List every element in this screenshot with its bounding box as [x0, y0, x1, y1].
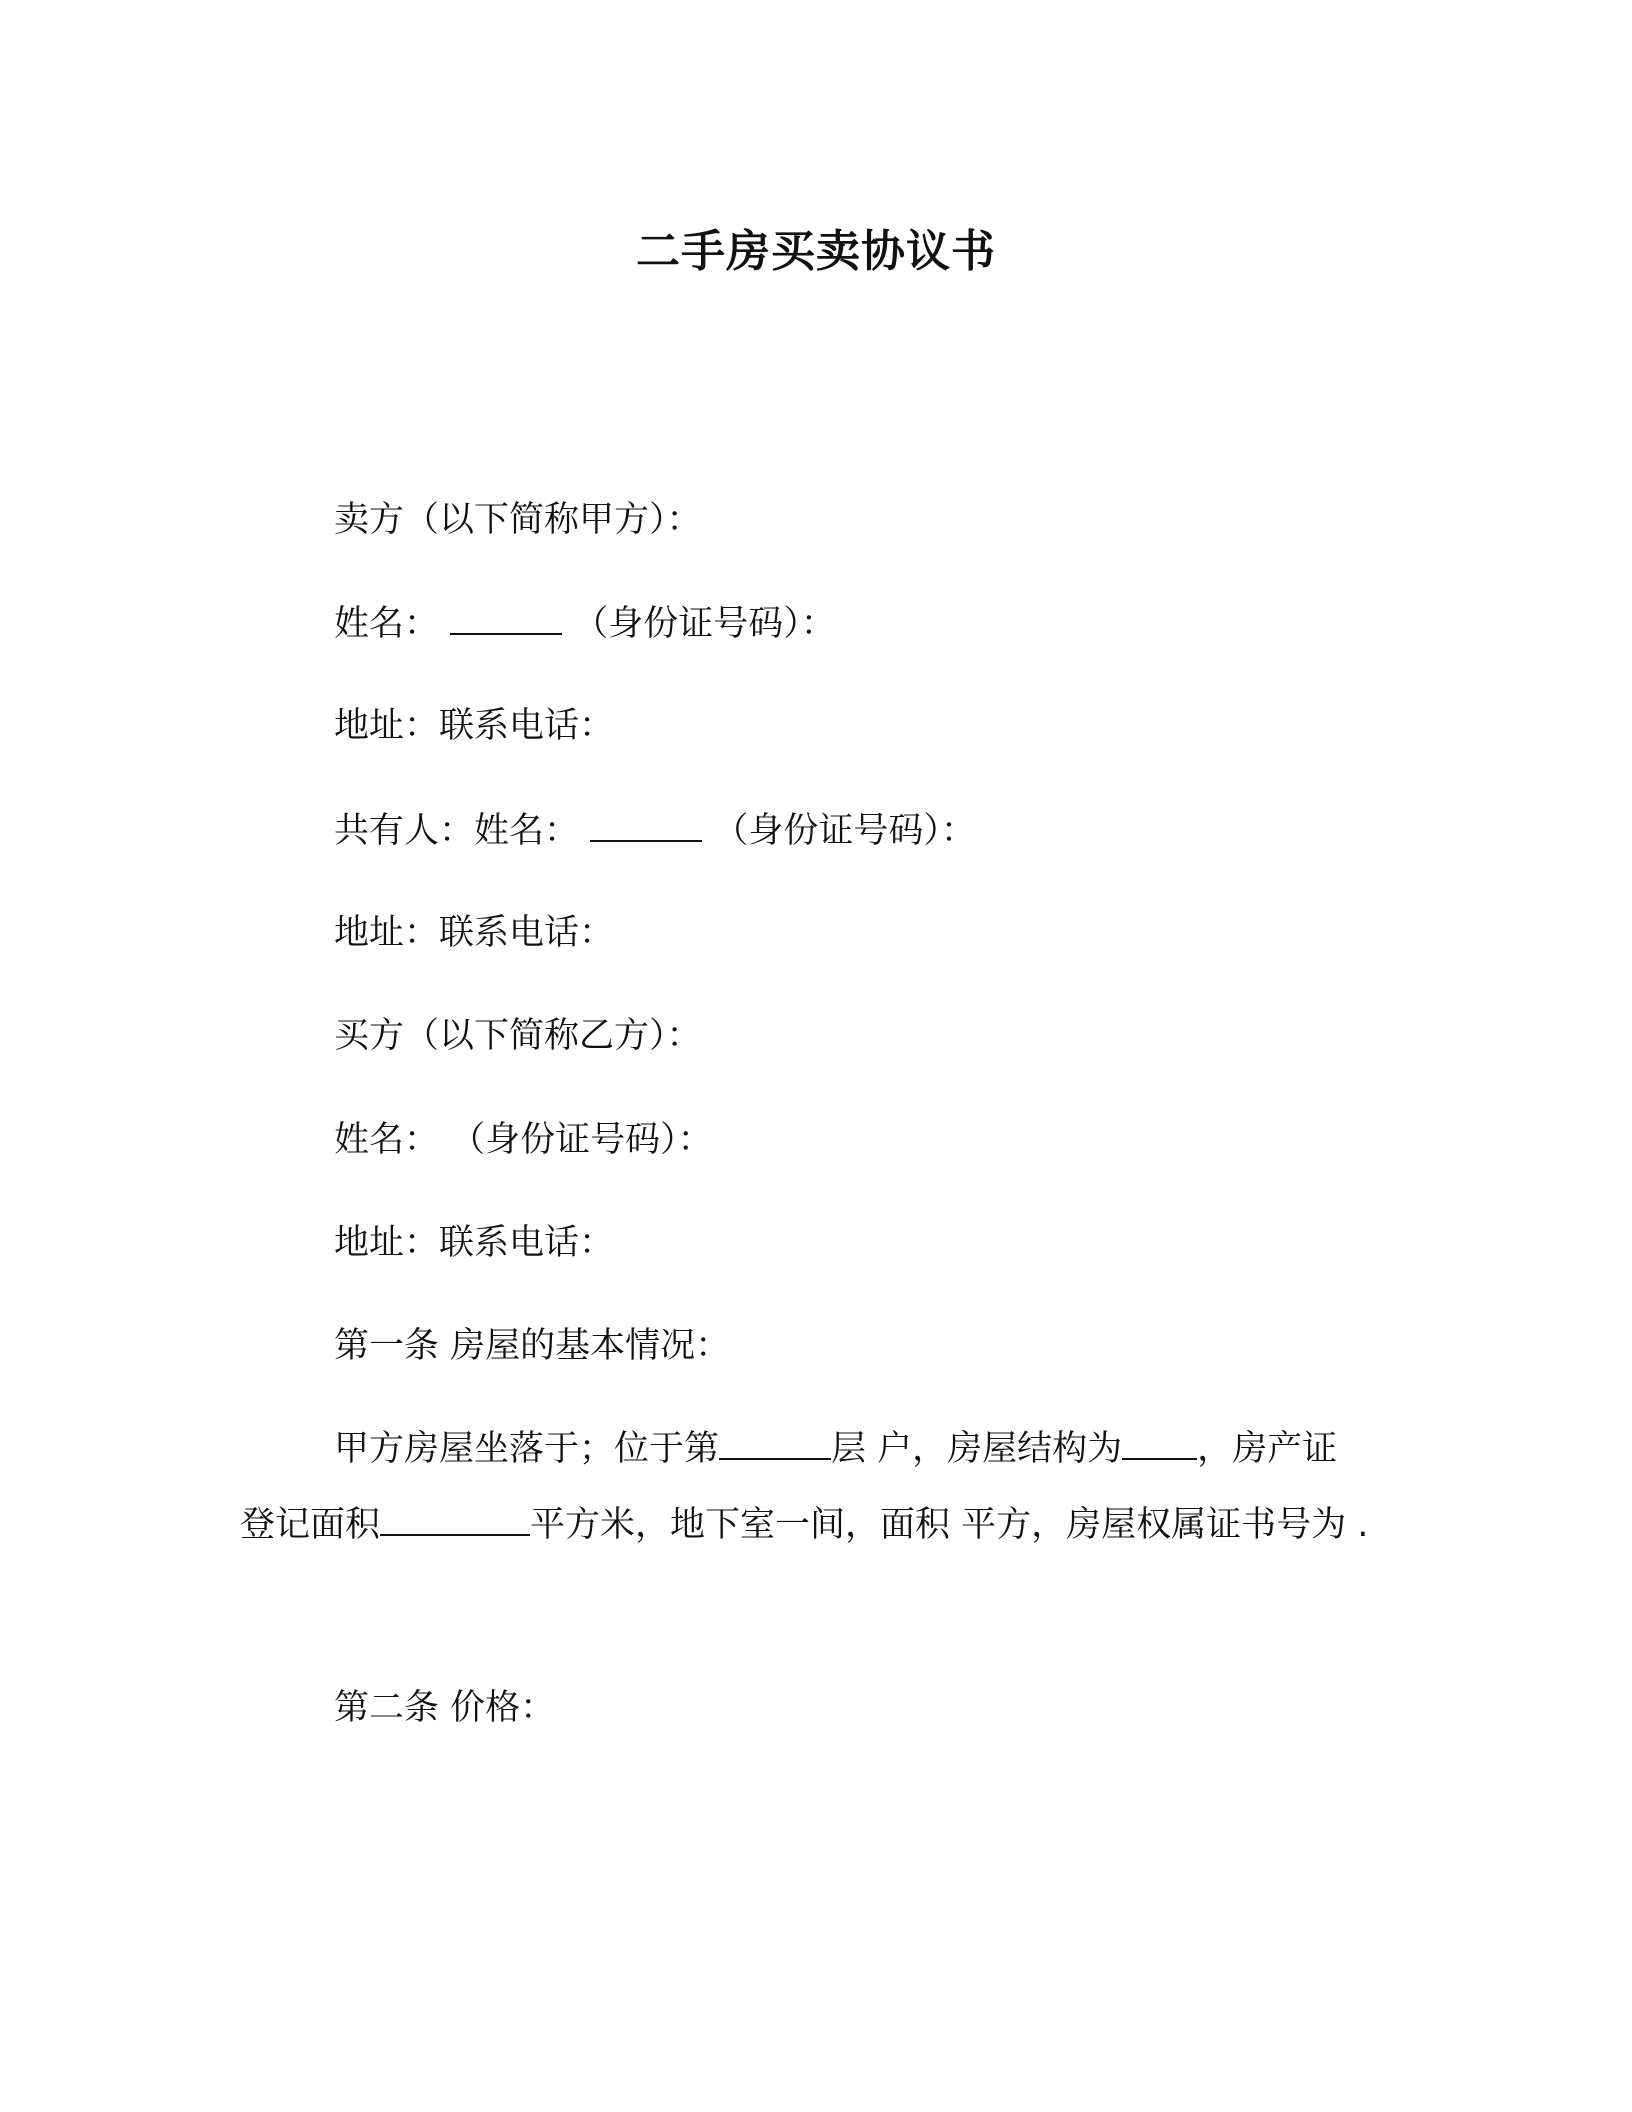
seller-name-blank[interactable] — [450, 599, 562, 635]
article1-text-b: 层 户，房屋结构为 — [831, 1429, 1123, 1469]
buyer-heading: 买方（以下简称乙方）： — [334, 1016, 702, 1056]
article1-paragraph — [240, 1411, 1370, 1563]
article1-text-d: 平方米，地下室一间，面积 平方，房屋权属证书号为 . — [530, 1505, 1369, 1545]
coowner-name-line — [334, 806, 976, 855]
buyer-id-label: （身份证号码）： — [450, 1120, 713, 1160]
seller-heading: 卖方（以下简称甲方）： — [334, 500, 702, 540]
article1-text-a: 甲方房屋坐落于；位于第 — [334, 1429, 720, 1469]
coowner-id-label: （身份证号码）： — [713, 811, 976, 851]
document-title: 二手房买卖协议书 — [636, 226, 996, 277]
article2-heading: 第二条 价格： — [334, 1688, 556, 1728]
structure-blank[interactable] — [1122, 1424, 1197, 1460]
seller-name-label: 姓名： — [334, 604, 440, 644]
buyer-address-label: 地址： — [334, 1223, 440, 1263]
coowner-name-label: 姓名： — [474, 811, 580, 851]
coowner-contact-line — [334, 909, 614, 957]
buyer-contact-line — [334, 1219, 614, 1267]
seller-name-line — [334, 599, 836, 648]
article1-heading: 第一条 房屋的基本情况： — [334, 1326, 731, 1366]
coowner-phone-label: 联系电话： — [439, 913, 615, 953]
floor-blank[interactable] — [719, 1424, 831, 1460]
buyer-phone-label: 联系电话： — [439, 1223, 615, 1263]
coowner-label: 共有人： — [334, 811, 475, 851]
seller-id-label: （身份证号码）： — [573, 604, 836, 644]
seller-address-label: 地址： — [334, 706, 440, 746]
buyer-name-label: 姓名： — [334, 1120, 440, 1160]
coowner-address-label: 地址： — [334, 913, 440, 953]
article1-text-c: ，房产证登记面积 — [240, 1429, 1338, 1545]
buyer-name-line — [334, 1116, 713, 1164]
seller-contact-line — [334, 702, 614, 750]
coowner-name-blank[interactable] — [590, 806, 702, 842]
seller-phone-label: 联系电话： — [439, 706, 615, 746]
area-blank[interactable] — [380, 1500, 530, 1536]
